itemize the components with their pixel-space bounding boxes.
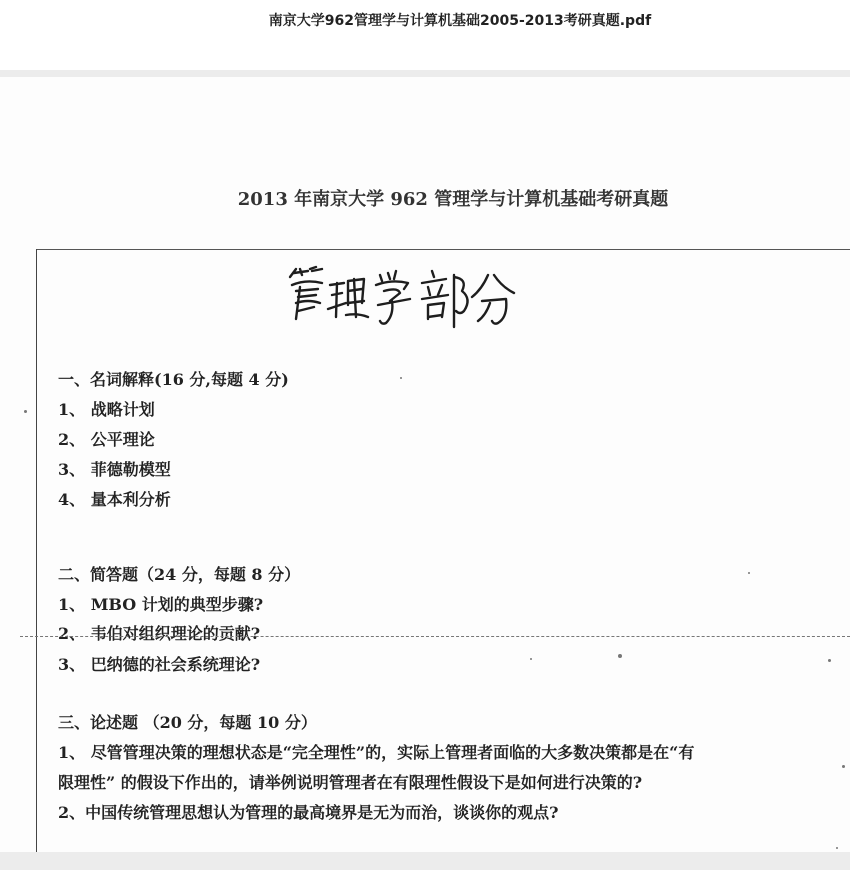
scan-speck (748, 572, 750, 574)
viewer-header (0, 0, 850, 70)
scan-speck (828, 659, 831, 662)
file-title: 南京大学962管理学与计算机基础2005-2013考研真题.pdf (268, 13, 652, 29)
section3-q1-line2: 限理性” 的假设下作出的，请举例说明管理者在有限理性假设下是如何进行决策的? (58, 773, 643, 792)
section1-item-4: 4、 量本利分析 (58, 490, 171, 509)
section2-item-3: 3、 巴纳德的社会系统理论? (58, 655, 261, 674)
scan-speck (836, 847, 838, 849)
document-title: 2013 年南京大学 962 管理学与计算机基础考研真题 (237, 189, 669, 210)
scan-speck (400, 377, 402, 379)
section1-item-2: 2、 公平理论 (58, 430, 155, 449)
section3-q1-line1: 1、 尽管管理决策的理想状态是“完全理性”的，实际上管理者面临的大多数决策都是在“有 (58, 743, 695, 762)
scan-speck (24, 410, 27, 413)
section1-item-3: 3、 菲德勒模型 (58, 460, 171, 479)
section1-heading: 一、名词解释(16 分,每题 4 分) (58, 370, 289, 389)
frame-top-border (36, 249, 850, 250)
handwriting-drawing (282, 257, 522, 337)
handwritten-heading (282, 257, 522, 337)
pdf-page[interactable] (0, 77, 850, 852)
scan-speck (842, 765, 845, 768)
page-separator-top (0, 70, 850, 77)
scan-dashed-line (20, 636, 850, 637)
scan-speck (618, 654, 622, 658)
section2-item-1: 1、 MBO 计划的典型步骤? (58, 595, 264, 614)
section3-q2: 2、中国传统管理思想认为管理的最高境界是无为而治，谈谈你的观点? (58, 803, 559, 822)
frame-left-border (36, 249, 37, 852)
section2-heading: 二、简答题（24 分，每题 8 分） (58, 565, 301, 584)
section2-item-2: 2、 韦伯对组织理论的贡献? (58, 624, 261, 643)
section3-heading: 三、论述题 （20 分，每题 10 分） (58, 713, 317, 732)
page-separator-bottom (0, 852, 850, 870)
scan-speck (530, 658, 532, 660)
section1-item-1: 1、 战略计划 (58, 400, 155, 419)
